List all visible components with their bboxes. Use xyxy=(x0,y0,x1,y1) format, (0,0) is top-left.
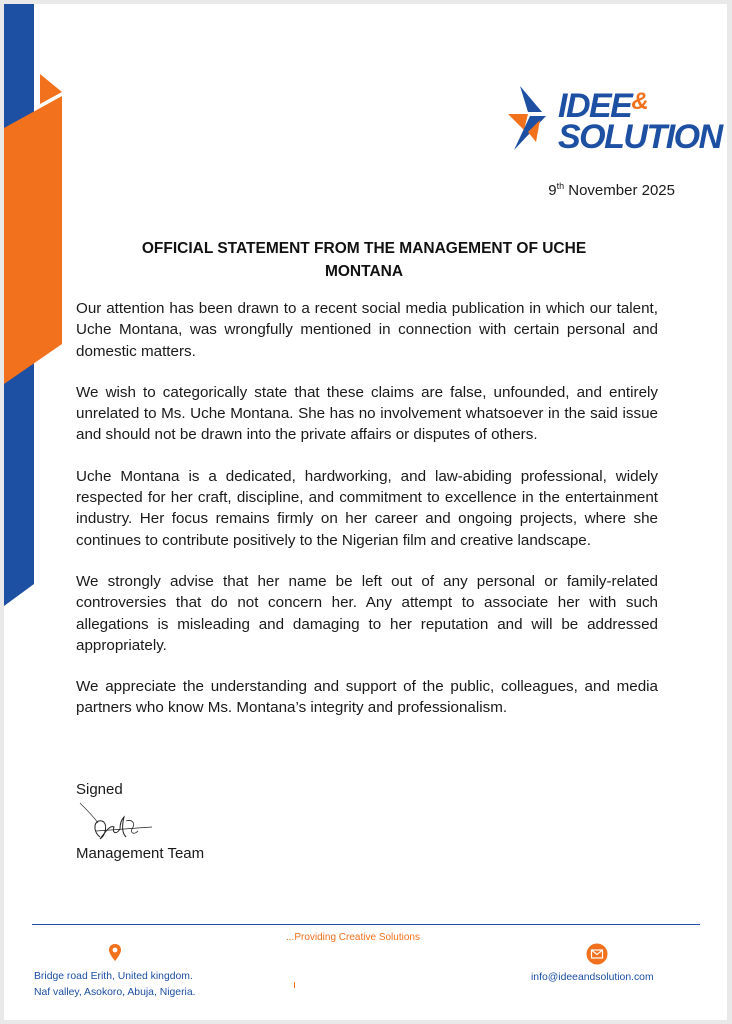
paragraph: Uche Montana is a dedicated, hardworking, and law-abiding professional, widely respected for her craft, discipline, and commitment to excellence in the entertainment industry. Her focus remains firmly on her career and ongoing projects, where she continues to contribute positively to the Nigerian film and creative landscape. xyxy=(76,467,658,549)
statement-body xyxy=(76,298,658,739)
address-line: Bridge road Erith, United kingdom. xyxy=(34,971,193,982)
letter-page xyxy=(4,4,727,1020)
signed-label: Signed xyxy=(76,781,123,798)
signature-image xyxy=(76,801,156,845)
letter-date: 9th November 2025 xyxy=(548,181,675,199)
footer-tagline: ...Providing Creative Solutions xyxy=(286,932,420,943)
company-logo xyxy=(506,80,722,160)
side-decoration xyxy=(4,4,74,614)
statement-title: OFFICIAL STATEMENT FROM THE MANAGEMENT OF UCHE MONTANA xyxy=(141,240,587,280)
logo-mark-icon xyxy=(506,84,554,156)
signatory: Management Team xyxy=(76,845,205,862)
footer-mark xyxy=(294,982,295,988)
paragraph: Our attention has been drawn to a recent social media publication in which our talent, Uche Montana, was wrongfully mentioned in connection with certain personal and domestic matters. xyxy=(76,300,658,360)
mail-icon xyxy=(586,943,608,965)
footer-divider xyxy=(32,924,700,925)
paragraph: We strongly advise that her name be left out of any personal or family-related controversies that do not concern her. Any attempt to associate her with such allegations is misleading and damaging to her reputation and will be addressed appropriately. xyxy=(76,572,658,654)
paragraph: We wish to categorically state that these claims are false, unfounded, and entirely unrelated to Ms. Uche Montana. She has no involvement whatsoever in the said issue and should not be drawn into the private affairs or disputes of others. xyxy=(76,383,658,444)
address-line: Naf valley, Asokoro, Abuja, Nigeria. xyxy=(34,986,196,998)
logo-wordmark: IDEE& SOLUTION xyxy=(558,87,722,156)
footer-email[interactable]: info@ideeandsolution.com xyxy=(531,972,654,983)
footer-address xyxy=(34,969,196,1000)
location-pin-icon xyxy=(108,943,122,963)
paragraph: We appreciate the understanding and support of the public, colleagues, and media partners who know Ms. Montana’s integrity and professionalism. xyxy=(76,678,658,717)
orange-band xyxy=(4,96,62,384)
